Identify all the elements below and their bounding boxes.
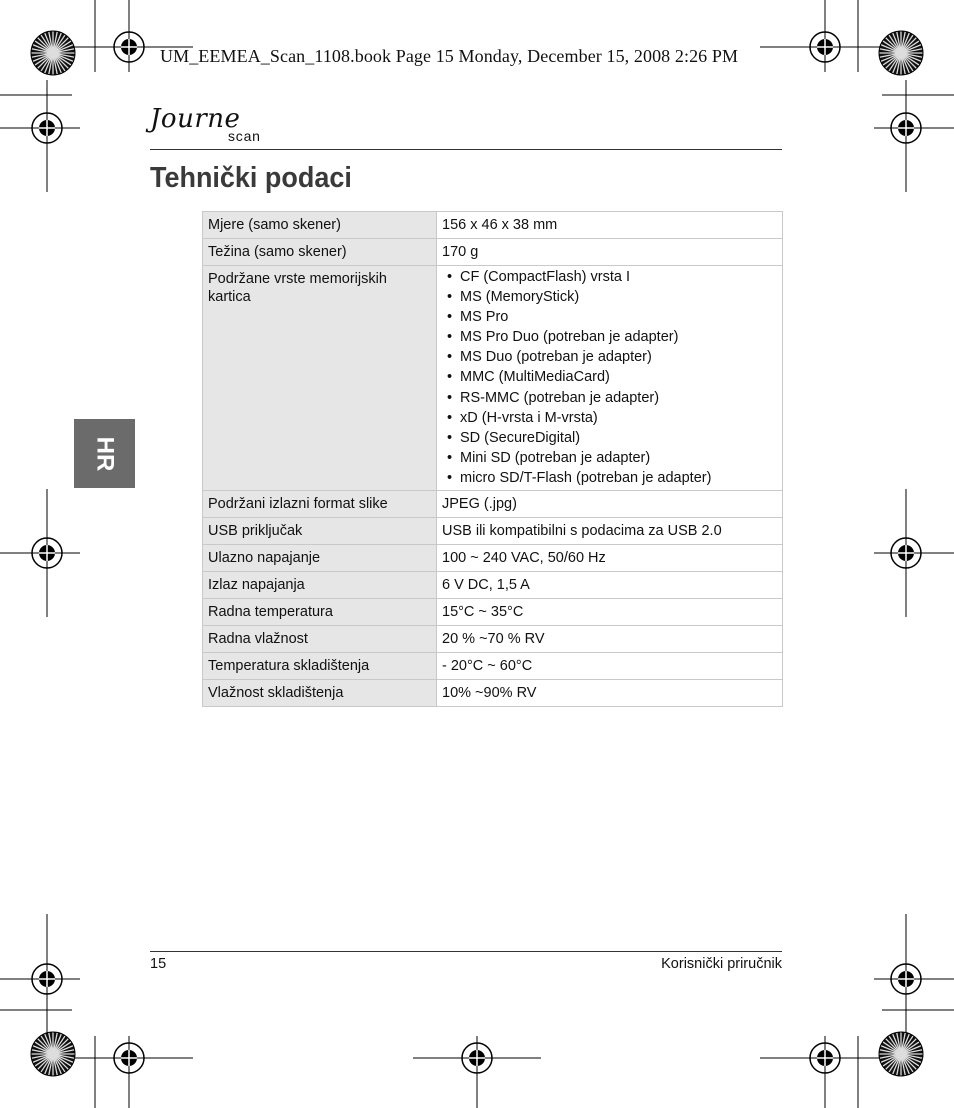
- spec-value: 10% ~90% RV: [437, 680, 783, 707]
- list-item-text: CF (CompactFlash) vrsta I: [460, 269, 630, 285]
- spec-value: USB ili kompatibilni s podacima za USB 2.0: [437, 518, 783, 545]
- list-item-text: MMC (MultiMediaCard): [460, 369, 610, 386]
- spec-label: Izlaz napajanja: [203, 572, 437, 599]
- list-item-text: MS (MemoryStick): [460, 289, 580, 306]
- print-slug: UM_EEMEA_Scan_1108.book Page 15 Monday, December 15, 2008 2:26 PM: [160, 46, 739, 66]
- page-number: 15: [150, 956, 167, 972]
- journe-scan-logo: [150, 104, 280, 150]
- memory-card-list: [442, 267, 777, 488]
- spec-value: 6 V DC, 1,5 A: [437, 572, 783, 599]
- list-item: • RS-MMC (potreban je adapter): [447, 389, 660, 406]
- list-item: • MS Pro: [447, 309, 509, 326]
- spec-value: - 20°C ~ 60°C: [437, 653, 783, 680]
- spec-label: USB priključak: [203, 518, 437, 545]
- list-item: • MS Duo (potreban je adapter): [447, 349, 652, 366]
- table-row-memory-cards: [203, 266, 783, 491]
- spec-label: Težina (samo skener): [203, 239, 437, 266]
- table-row: [203, 239, 783, 266]
- spec-value: 170 g: [437, 239, 783, 266]
- list-item: • xD (H-vrsta i M-vrsta): [447, 409, 598, 426]
- list-item-text: MS Pro: [460, 309, 509, 326]
- spec-label: Temperatura skladištenja: [203, 653, 437, 680]
- list-item-text: Mini SD (potreban je adapter): [460, 449, 651, 466]
- header-divider: [150, 149, 782, 150]
- table-row: [203, 653, 783, 680]
- list-item: • MMC (MultiMediaCard): [447, 369, 610, 386]
- spec-value: 20 % ~70 % RV: [437, 626, 783, 653]
- list-item: • MS Pro Duo (potreban je adapter): [447, 329, 679, 346]
- list-item: • MS (MemoryStick): [447, 289, 580, 306]
- table-row: [203, 212, 783, 239]
- list-item: • CF (CompactFlash) vrsta I: [447, 269, 630, 285]
- spec-label: Mjere (samo skener): [203, 212, 437, 239]
- spec-label: Radna temperatura: [203, 599, 437, 626]
- table-row: [203, 626, 783, 653]
- spec-label: Podržani izlazni format slike: [203, 491, 437, 518]
- table-row: [203, 545, 783, 572]
- list-item-text: RS-MMC (potreban je adapter): [460, 389, 660, 406]
- spec-value-list: [437, 266, 783, 491]
- footer-manual-title: Korisnički priručnik: [661, 956, 782, 972]
- list-item: • SD (SecureDigital): [447, 429, 581, 446]
- footer-divider: [150, 951, 782, 952]
- list-item: • micro SD/T-Flash (potreban je adapter): [447, 469, 712, 486]
- spec-value: 15°C ~ 35°C: [437, 599, 783, 626]
- table-row: [203, 518, 783, 545]
- table-row: [203, 572, 783, 599]
- table-row: [203, 491, 783, 518]
- language-tab: [74, 419, 135, 488]
- spec-label: Ulazno napajanje: [203, 545, 437, 572]
- table-row: [203, 680, 783, 707]
- spec-value: 156 x 46 x 38 mm: [437, 212, 783, 239]
- spec-label: Podržane vrste memorijskih kartica: [203, 266, 437, 491]
- spec-value: 100 ~ 240 VAC, 50/60 Hz: [437, 545, 783, 572]
- list-item-text: MS Duo (potreban je adapter): [460, 349, 652, 366]
- spec-value: JPEG (.jpg): [437, 491, 783, 518]
- spec-label: Radna vlažnost: [203, 626, 437, 653]
- list-item-text: micro SD/T-Flash (potreban je adapter): [460, 469, 712, 486]
- list-item-text: MS Pro Duo (potreban je adapter): [460, 329, 679, 346]
- list-item-text: SD (SecureDigital): [460, 429, 581, 446]
- table-row: [203, 599, 783, 626]
- spec-label: Vlažnost skladištenja: [203, 680, 437, 707]
- language-tab-label: HR: [91, 436, 119, 471]
- list-item: • Mini SD (potreban je adapter): [447, 449, 651, 466]
- logo-sub-text: scan: [228, 128, 261, 144]
- page-title: Tehnički podaci: [150, 162, 352, 194]
- list-item-text: xD (H-vrsta i M-vrsta): [460, 409, 598, 426]
- specifications-table: [202, 211, 783, 707]
- logo-script-text: Journe: [150, 104, 241, 134]
